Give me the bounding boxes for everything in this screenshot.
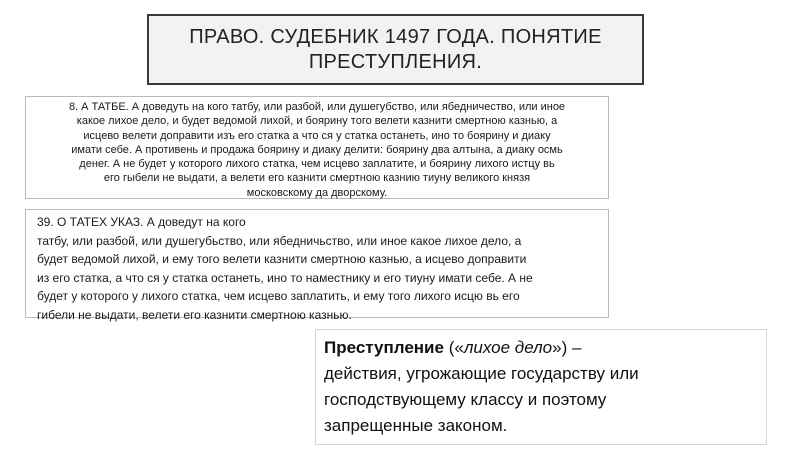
article-8-line: исцево велети доправити изъ его статка а что ся у статка останеть, ино то боярину и диаку	[83, 129, 551, 142]
article-8-text-box	[25, 96, 609, 199]
article-8-line: его гыбели не выдати, а велети его казнити смертною казнию тиуну великого князя	[103, 172, 531, 185]
article-8-line: 8. А ТАТБЕ. А доведуть на кого татбу, или разбой, или душегубство, или ябедничество, или иное	[68, 101, 566, 113]
definition-line-4: запрещенные законом.	[324, 416, 508, 435]
article-8-line: какое лихое дело, и будет ведомой лихой, и боярину того велети казнити смертною казнью, а	[76, 115, 558, 128]
slide-title-line-1: ПРАВО. СУДЕБНИК 1497 ГОДА. ПОНЯТИЕ	[189, 25, 602, 48]
article-39-text-box	[25, 209, 609, 322]
article-39-line: будет ведомой лихой, и ему того велети казнити смертною казнью, а исцево доправити	[37, 252, 527, 266]
article-8-line: денег. А не будет у которого лихого статка, чем исцево заплатите, и боярину лихого истцу вь	[79, 158, 555, 171]
definition-close-paren: ») –	[552, 338, 582, 357]
article-8-line: московскому да дворскому.	[246, 186, 388, 199]
crime-definition-box	[315, 329, 767, 445]
definition-open-paren: («	[443, 338, 464, 357]
article-39-line: гибели не выдати, велети его казнити смертною казнью.	[37, 307, 352, 322]
article-39-line: 39. О ТАТЕХ УКАЗ. А доведут на кого	[37, 215, 246, 229]
article-39-line: из его статка, а что ся у статка останеть, ино то наместнику и его тиуну имати себе. А не	[37, 270, 533, 285]
definition-term: Преступление	[324, 338, 444, 357]
definition-italic-term: лихое дело	[463, 338, 553, 357]
definition-line-2: действия, угрожающие государству или	[324, 364, 639, 383]
slide-title-line-2: ПРЕСТУПЛЕНИЯ.	[308, 50, 483, 73]
definition-line-1	[324, 335, 758, 361]
article-8-line: имати себе. А противень и продажа боярину и диаку делити: боярину два алтына, а диаку осмь	[71, 143, 563, 156]
article-39-line: будет у которого у лихого статка, чем исцево заплатить, и ему того лихого исцю вь его	[37, 289, 520, 303]
article-39-line: татбу, или разбой, или душегубьство, или ябедничьство, или иное какое лихое дело, а	[37, 233, 522, 248]
slide-title	[147, 14, 644, 85]
definition-line-3: господствующему классу и поэтому	[324, 390, 607, 409]
